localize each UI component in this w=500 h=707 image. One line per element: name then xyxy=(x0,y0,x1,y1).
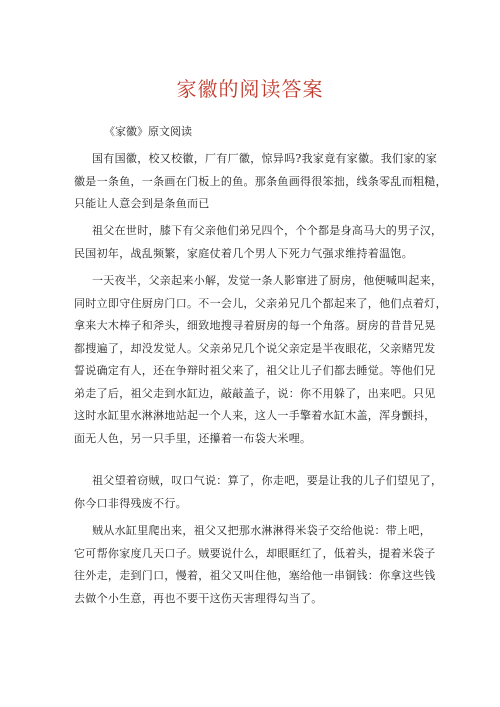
document-title: 家徽的阅读答案 xyxy=(176,77,324,101)
paragraph-line: 徽是一条鱼，一条画在门板上的鱼。那条鱼画得很笨拙，线条零乱而粗糙， xyxy=(74,174,447,188)
paragraph-line: 这时水缸里水淋淋地站起一个人来，这人一手擎着水缸木盖，浑身颤抖， xyxy=(74,409,436,422)
paragraph-line: 誓说确定有人，还在争辩时祖父来了，祖父让儿子们都去睡觉。等他们兄 xyxy=(74,364,436,377)
paragraph-1 xyxy=(74,148,447,216)
paragraph-line: 拿来大木棒子和斧头，细致地搜寻着厨房的每一个角落。厨房的昔昔兄晃 xyxy=(74,319,436,332)
paragraph-4 xyxy=(74,470,444,515)
paragraph-line: 去做个小生意，再也不要干这伤天害理得勾当了。 xyxy=(74,591,323,605)
paragraph-3 xyxy=(74,270,447,450)
document-subtitle: 《家徽》原文阅读 xyxy=(104,125,192,138)
paragraph-2 xyxy=(74,220,444,265)
paragraph-line: 只能让人意会到是条鱼而已 xyxy=(74,197,210,210)
paragraph-line: 你今口非得残废不行。 xyxy=(74,496,187,510)
paragraph-line: 它可帮你家度几天口子。贼要说什么，却眼眶红了，低着头，提着米袋子 xyxy=(74,546,436,560)
paragraph-line: 一天夜半，父亲起来小解，发觉一条人影窜进了厨房，他便喊叫起来， xyxy=(92,274,443,287)
paragraph-5 xyxy=(74,520,444,610)
paragraph-line: 同时立即守住厨房门口。不一会儿，父亲弟兄几个都起来了，他们点着灯， xyxy=(74,296,447,310)
paragraph-line: 面无人色，另一只手里，还攥着一布袋大米哩。 xyxy=(74,431,312,445)
paragraph-line: 国有国徽，校又校徽，厂有厂徽，惊异吗?我家竟有家徽。我们家的家 xyxy=(92,152,438,165)
paragraph-line: 贼从水缸里爬出来，祖父又把那水淋淋得米袋子交给他说：带上吧， xyxy=(92,524,431,537)
paragraph-line: 民国初年，战乱频繁，家庭仗着几个男人下死力气强求维持着温饱。 xyxy=(74,246,413,260)
paragraph-line: 祖父望着窃贼，叹口气说：算了，你走吧，要是让我的儿子们望见了， xyxy=(92,474,443,487)
paragraph-line: 都搜遍了，却没发觉人。父亲弟兄几个说父亲定是半夜眼花，父亲赌咒发 xyxy=(74,341,436,355)
paragraph-line: 往外走，走到门口，慢着，祖父又叫住他，塞给他一串铜钱：你拿这些钱 xyxy=(74,569,436,582)
paragraph-line: 祖父在世时，膝下有父亲他们弟兄四个，个个都是身高马大的男子汉， xyxy=(92,224,443,237)
paragraph-line: 弟走了后，祖父走到水缸边，敲敲盖子，说：你不用躲了，出来吧。只见 xyxy=(74,386,436,400)
